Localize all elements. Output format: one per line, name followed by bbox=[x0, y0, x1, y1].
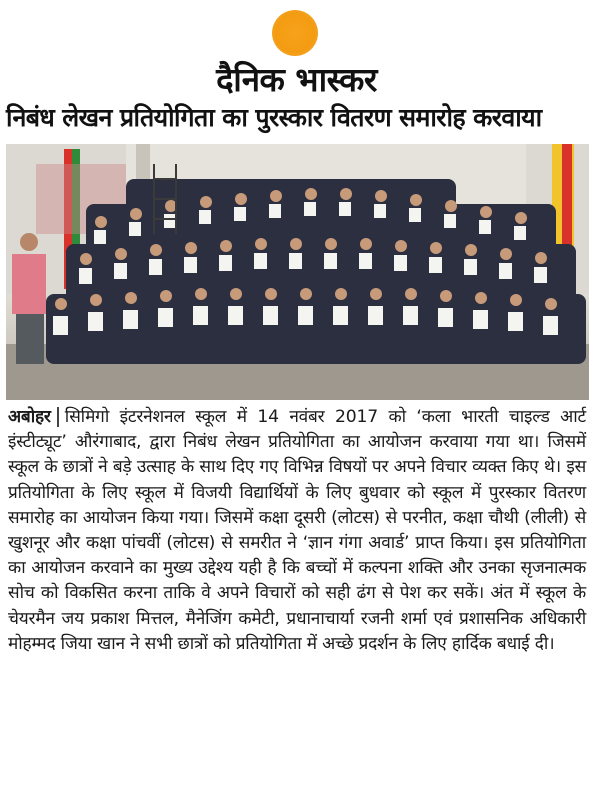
article-dateline: अबोहर bbox=[8, 407, 59, 427]
group-photo-image bbox=[6, 144, 589, 400]
article-body-paragraph bbox=[8, 405, 586, 657]
newspaper-brand-name: दैनिक भास्कर bbox=[216, 60, 377, 99]
article-headline: निबंध लेखन प्रतियोगिता का पुरस्कार वितरण समारोह करवाया bbox=[6, 103, 542, 132]
article-body-text: सिमिगो इंटरनेशनल स्कूल में 14 नवंबर 2017 को ‘कला भारती चाइल्ड आर्ट इंस्टीट्यूट’ औरंगाबाद, द्वारा निबंध लेखन प्रतियोगिता का आयोजन करवाया गया था। जिसमें स्कूल के छात्रों ने बड़े उत्साह के साथ दिए गए विभिन्न विषयों पर अपने विचार व्यक्त किए थे। इस प्रतियोगिता के लिए स्कूल में विजयी विद्यार्थियों के लिए बुधवार को स्कूल में पुरस्कार वितरण समारोह का आयोजन किया गया। जिसमें कक्षा दूसरी (लोटस) से परनीत, कक्षा चौथी (लीली) से खुशनूर और कक्षा पांचवीं (लोटस) से समरीत ने ‘ज्ञान गंगा अवार्ड’ प्राप्त किया। इस प्रतियोगिता का आयोजन करवाने का मुख्य उद्देश्य यही है कि बच्चों में कल्पना शक्ति और उनका सृजनात्मक सोच को विकसित करना ताकि वे अपने विचारों को सही ढंग से पेश कर सकें। अंत में स्कूल के चेयरमैन जय प्रकाश मित्तल, मैनेजिंग कमेटी, प्रधानाचार्या रजनी शर्मा एवं प्रशासनिक अधिकारी मोहम्मद जिया खान ने सभी छात्रों को प्रतियोगिता में अच्छे प्रदर्शन के लिए हार्दिक बधाई दी। bbox=[8, 407, 586, 654]
sun-logo-icon bbox=[272, 10, 318, 56]
masthead bbox=[0, 0, 593, 98]
group-photo-illustration bbox=[6, 144, 589, 400]
